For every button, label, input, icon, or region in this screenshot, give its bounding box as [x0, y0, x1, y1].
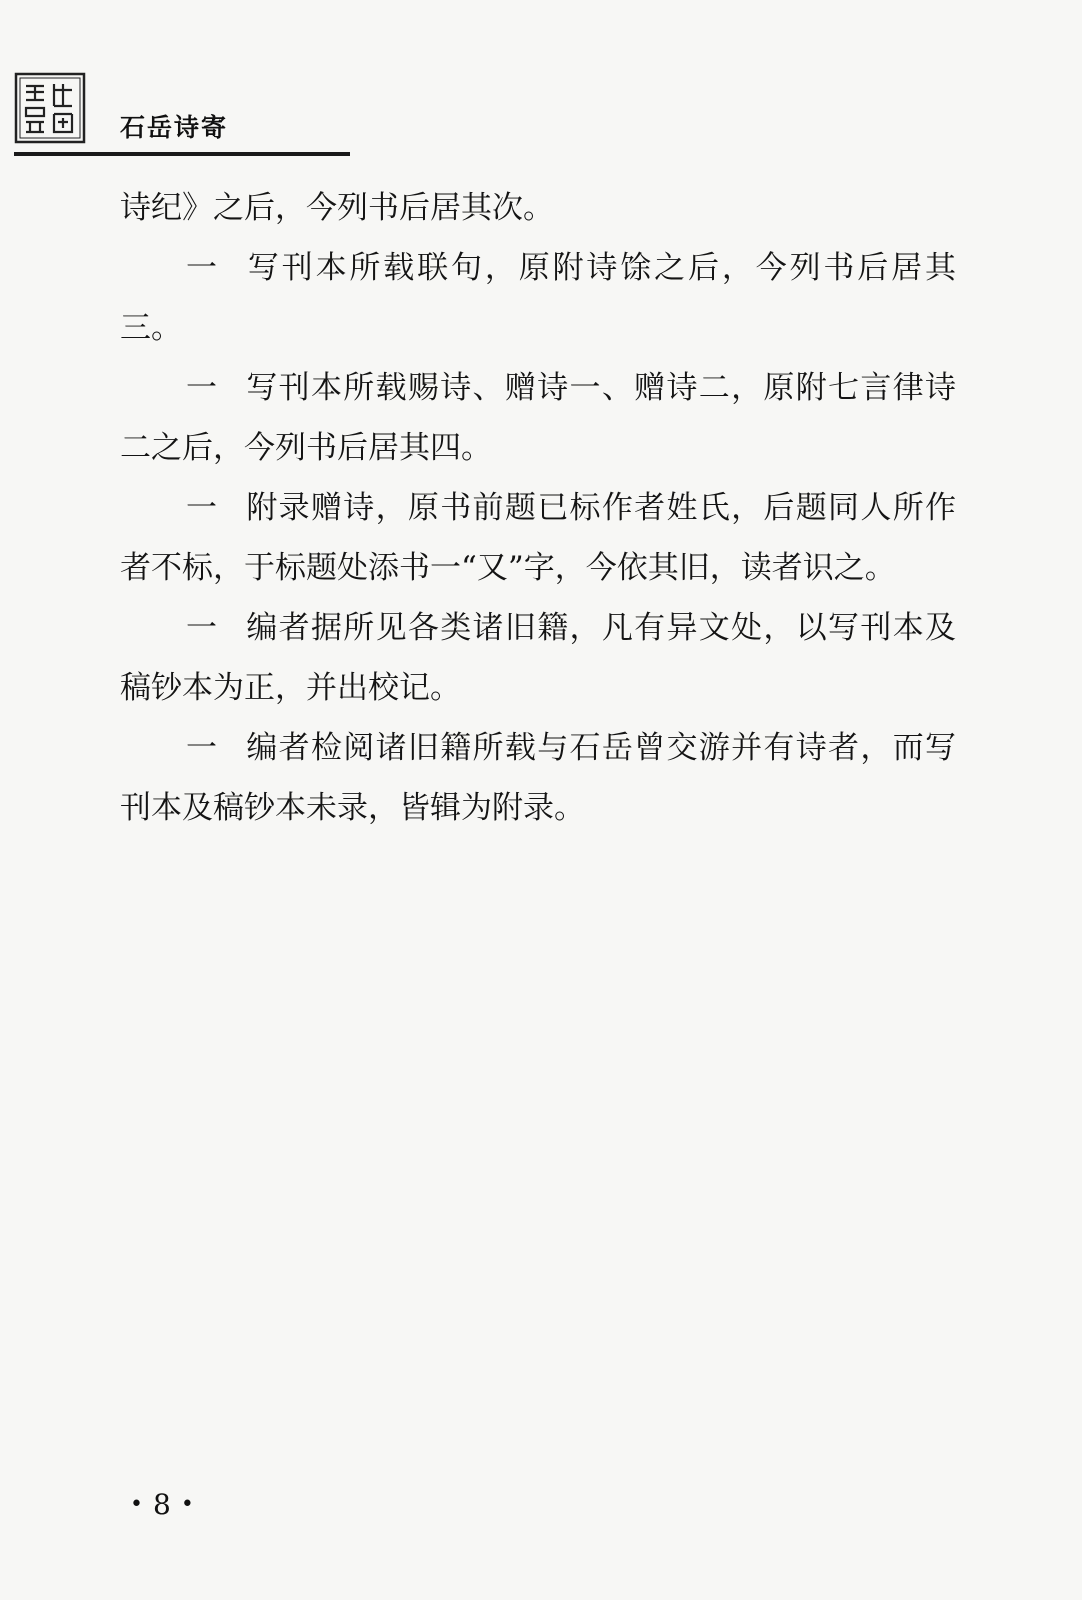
item-marker: 一	[186, 370, 219, 406]
folio-dot-left: •	[130, 1492, 143, 1517]
list-item	[120, 718, 956, 838]
page-number	[120, 1488, 240, 1521]
running-title: 石岳诗寄	[120, 113, 229, 142]
body-text	[120, 178, 956, 838]
continuation-paragraph: 诗纪》之后，今列书后居其次。	[120, 190, 554, 226]
item-text: 写刊本所载赐诗、赠诗一、赠诗二，原附七言律诗二之后，今列书后居其四。	[120, 370, 957, 466]
item-marker: 一	[186, 490, 219, 526]
list-item	[120, 358, 956, 478]
item-marker: 一	[186, 610, 219, 646]
page-header	[0, 0, 1082, 170]
list-item	[120, 598, 956, 718]
header-rule	[14, 152, 350, 156]
list-item	[120, 238, 956, 358]
item-marker: 一	[186, 730, 219, 766]
item-text: 附录赠诗，原书前题已标作者姓氏，后题同人所作者不标，于标题处添书一“又”字，今依其旧，读者识之。	[120, 490, 957, 586]
item-text: 写刊本所载联句，原附诗馀之后，今列书后居其三。	[120, 250, 956, 346]
folio-dot-right: •	[180, 1492, 194, 1517]
item-text: 编者据所见各类诸旧籍，凡有异文处，以写刊本及稿钞本为正，并出校记。	[120, 610, 957, 706]
page-number-value: 8	[152, 1488, 171, 1521]
item-text: 编者检阅诸旧籍所载与石岳曾交游并有诗者，而写刊本及稿钞本未录，皆辑为附录。	[120, 730, 957, 826]
list-item	[120, 478, 956, 598]
item-marker: 一	[186, 250, 220, 286]
seal-stamp-icon	[14, 72, 86, 144]
